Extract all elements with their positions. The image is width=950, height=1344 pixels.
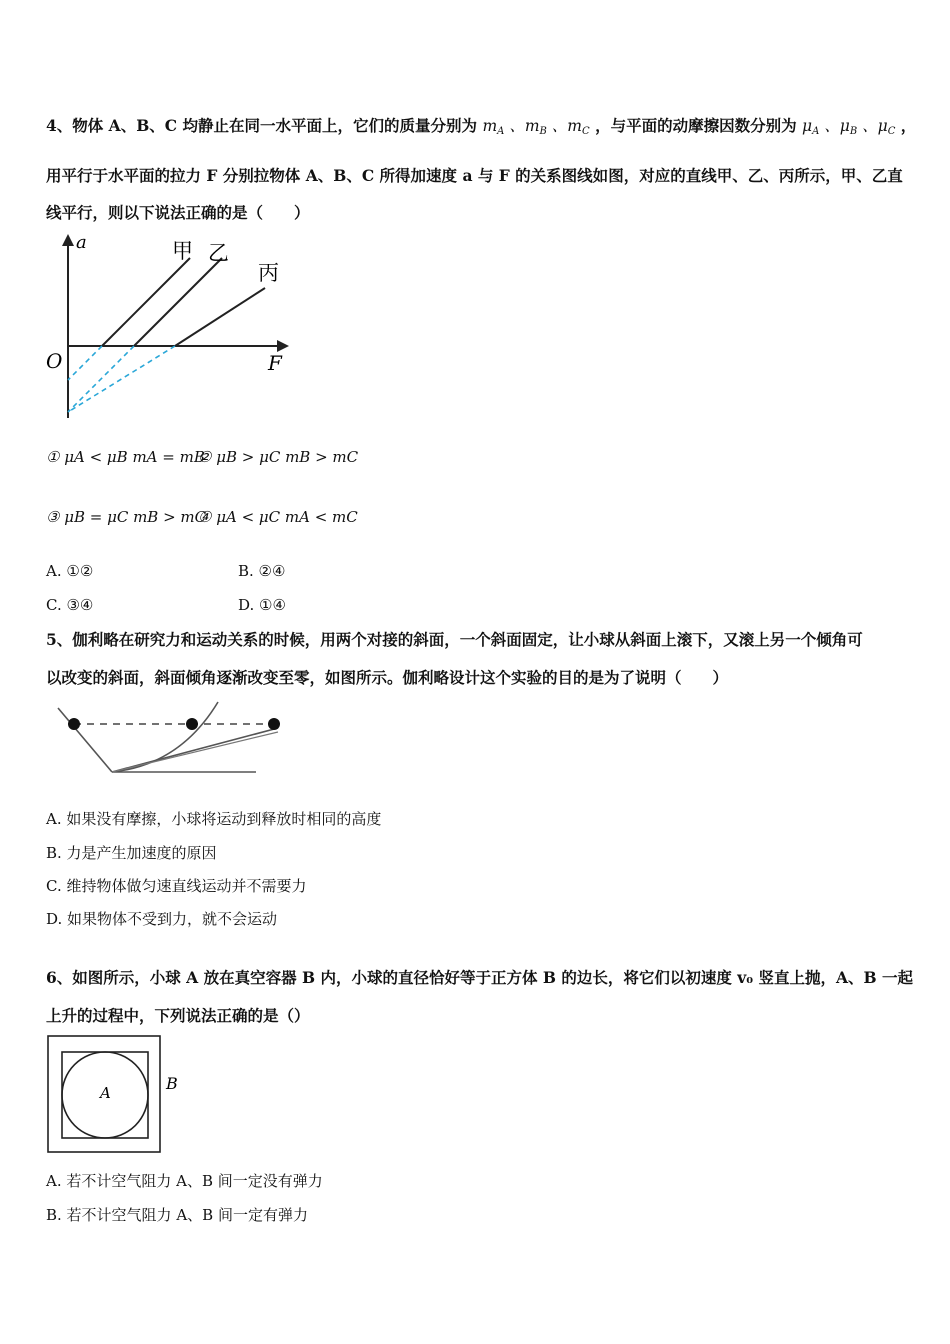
- label-jia: 甲: [172, 239, 193, 263]
- ball-end: [268, 718, 280, 730]
- dash-bing: [68, 346, 175, 412]
- q5-option-c[interactable]: C. 维持物体做匀速直线运动并不需要力: [46, 877, 307, 895]
- shallow-incline: [112, 732, 278, 772]
- q6-option-a[interactable]: A. 若不计空气阻力 A、B 间一定没有弹力: [46, 1172, 323, 1190]
- q4-line2: 用平行于水平面的拉力 F 分别拉物体 A、B、C 所得加速度 a 与 F 的关系图线如图，对应的直线甲、乙、丙所示，甲、乙直: [46, 166, 903, 185]
- statement-3: ③ μB = μC mB > mC: [46, 508, 207, 526]
- dash-jia: [68, 346, 102, 380]
- q6-line1: 6、如图所示，小球 A 放在真空容器 B 内，小球的直径恰好等于正方体 B 的边长，将它们以初速度 v₀ 竖直上抛，A、B 一起: [46, 968, 914, 987]
- q4-option-b[interactable]: B. ②④: [238, 562, 286, 580]
- q6-container-diagram: [44, 1032, 194, 1156]
- q5-option-b[interactable]: B. 力是产生加速度的原因: [46, 844, 217, 862]
- q4-line1-prefix: 4、物体 A、B、C 均静止在同一水平面上，它们的质量分别为: [46, 116, 478, 135]
- label-b: B: [166, 1074, 178, 1093]
- ball-start: [68, 718, 80, 730]
- statement-2: ② μB > μC mB > mC: [198, 448, 359, 466]
- q4-line1: [46, 114, 916, 136]
- label-bing: 丙: [258, 261, 279, 285]
- q5-line2: 以改变的斜面，斜面倾角逐渐改变至零，如图所示。伽利略设计这个实验的目的是为了说明（ ）: [46, 668, 729, 687]
- q4-line1-mid: ，与平面的动摩擦因数分别为: [595, 116, 797, 135]
- q5-incline-diagram: [50, 700, 290, 780]
- q4-option-d[interactable]: D. ①④: [238, 596, 286, 614]
- q5-line1: 5、伽利略在研究力和运动关系的时候，用两个对接的斜面，一个斜面固定，让小球从斜面上滚下，又滚上另一个倾角可: [46, 630, 863, 649]
- q4-graph: [40, 228, 300, 428]
- label-yi: 乙: [208, 241, 229, 265]
- statement-4: ④ μA < μC mA < mC: [198, 508, 358, 526]
- q5-option-a[interactable]: A. 如果没有摩擦，小球将运动到释放时相同的高度: [46, 810, 382, 828]
- left-incline: [58, 708, 112, 772]
- q6-option-b[interactable]: B. 若不计空气阻力 A、B 间一定有弹力: [46, 1206, 308, 1224]
- axis-label-f: F: [268, 351, 282, 375]
- line-bing: [175, 288, 265, 346]
- label-a: A: [100, 1084, 111, 1102]
- q4-option-a[interactable]: A. ①②: [46, 562, 94, 580]
- q5-option-d[interactable]: D. 如果物体不受到力，就不会运动: [46, 910, 278, 928]
- axis-label-a: a: [76, 232, 87, 253]
- mu-symbols: μA 、μB 、μC: [801, 117, 896, 137]
- dash-yi: [68, 346, 134, 412]
- q4-line1-end: ，: [900, 116, 917, 135]
- curved-incline: [112, 702, 218, 772]
- q4-line3: 线平行，则以下说法正确的是（ ）: [46, 203, 310, 222]
- origin-label: O: [46, 349, 63, 373]
- q6-line2: 上升的过程中，下列说法正确的是（）: [46, 1006, 310, 1025]
- mass-symbols: mA 、mB 、mC: [482, 117, 590, 137]
- statement-1: ① μA < μB mA = mB: [46, 448, 205, 466]
- y-axis-arrow: [62, 234, 74, 246]
- q4-option-c[interactable]: C. ③④: [46, 596, 94, 614]
- ball-middle: [186, 718, 198, 730]
